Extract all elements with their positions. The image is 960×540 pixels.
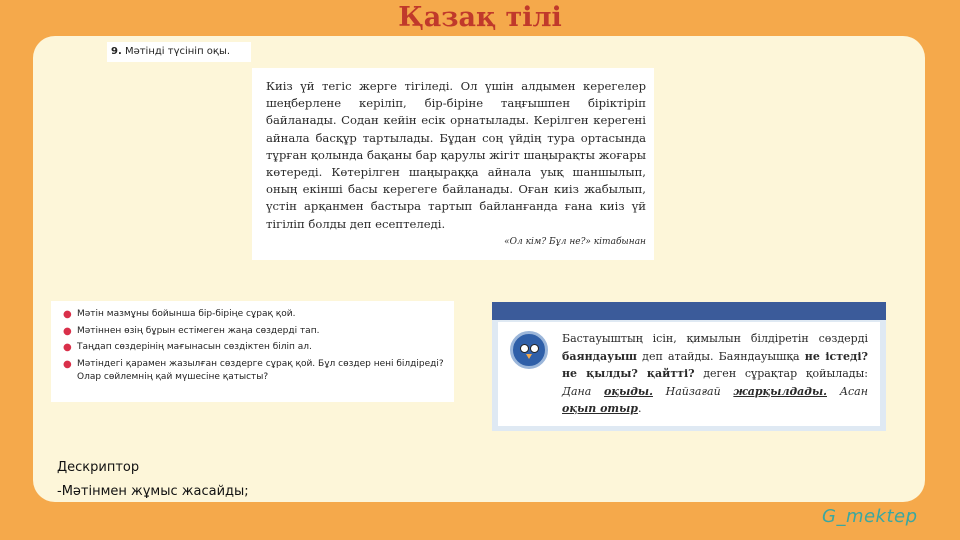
reading-source: «Ол кім? Бұл не?» кітабынан xyxy=(504,236,646,247)
rule-text: Бастауыштың ісін, қимылын білдіретін сөздерді баяндауыш деп атайды. Баяндауышқа не істеді? не қылды? қайтті? деген сұрақтар қойылады: Дана оқыды. Найзағай жарқылдады. Асан оқып отыр. xyxy=(562,332,868,415)
reading-text-box xyxy=(252,68,654,260)
task-instruction: Мәтінді түсініп оқы. xyxy=(124,46,231,57)
bullet-icon: ● xyxy=(63,342,72,353)
descriptor-item: -Мәтінмен жұмыс жасайды; xyxy=(57,484,249,499)
owl-icon xyxy=(510,331,548,369)
rule-header-bar xyxy=(492,302,886,320)
tasks-list xyxy=(51,301,454,402)
grammar-rule-box xyxy=(492,302,886,431)
task-number: 9. xyxy=(111,46,122,57)
list-item: ● Мәтіндегі қарамен жазылған сөздерге сұрақ қой. Бұл сөздер нені білдіреді? Олар сөйлемнің қай мүшесіне қатысты? xyxy=(63,358,444,382)
bullet-icon: ● xyxy=(63,325,72,337)
list-item: ● Таңдап сөздерінің мағынасын сөздіктен біліп ал. xyxy=(63,342,312,353)
rule-term: баяндауыш xyxy=(562,349,637,363)
list-item: ● Мәтіннен өзің бұрын естімеген жаңа сөздерді тап. xyxy=(63,325,320,337)
reading-text: Киіз үй тегіс жерге тігіледі. Ол үшін алдымен керегелер шеңберлене керіліп, бір-біріне таңғышпен біріктіріп байланады. Содан кейін есік орнатылады. Керілген керегені айнала басқұр тартылады. Бұдан соң үйдің тура ортасында тұрған қолында бақаны бар қарулы жігіт шаңырақты жоғары көтереді. Көтерілген шаңыраққа айнала уық шаншылып, оның екінші басы керегеге байланады. Оған киіз жабылып, үстін арқанмен бастыра тартып байланғанда ғана киіз үй тігіліп болды деп есептеледі. xyxy=(266,79,646,231)
descriptor xyxy=(57,456,249,504)
descriptor-heading: Дескриптор xyxy=(57,460,140,475)
bullet-icon: ● xyxy=(63,309,72,320)
rule-questions: не істеді? не қылды? қайтті? xyxy=(562,349,868,380)
bullet-icon: ● xyxy=(63,358,72,370)
page-title: Қазақ тілі xyxy=(398,2,562,33)
list-item: ● Мәтін мазмұны бойынша бір-біріңе сұрақ қой. xyxy=(63,309,296,320)
brand-logo: G_mektep xyxy=(822,506,918,527)
task-header xyxy=(107,42,251,62)
